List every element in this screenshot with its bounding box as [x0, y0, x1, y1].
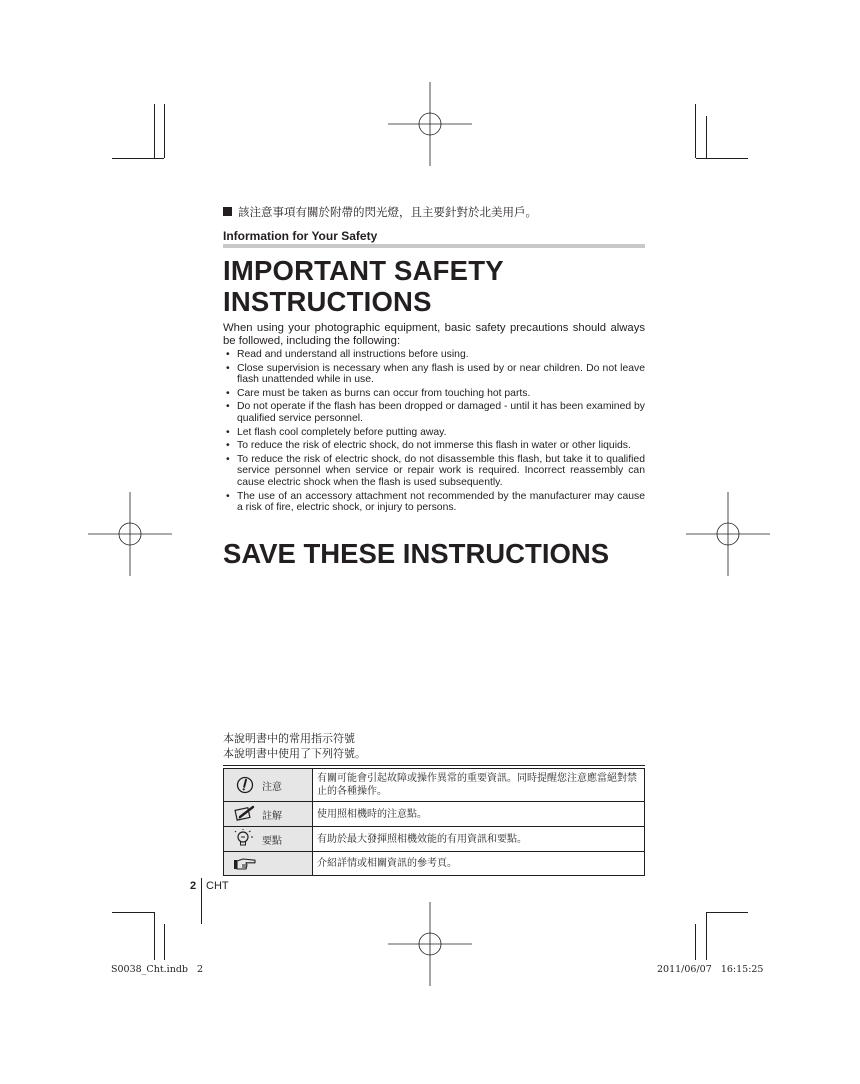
square-bullet-icon [223, 207, 232, 216]
caution-icon [232, 775, 258, 795]
table-row [224, 769, 645, 802]
registration-mark-bottom [388, 902, 472, 986]
symbol-description: 介紹詳情或相關資訊的參考頁。 [313, 852, 645, 876]
symbols-heading: 本說明書中的常用指示符號 [223, 733, 355, 745]
list-item: • Care must be taken as burns can occur from touching hot parts. [223, 388, 645, 400]
footer-timestamp: 2011/06/07 16:15:25 [657, 964, 764, 975]
page-title-line-1: IMPORTANT SAFETY [223, 255, 504, 286]
symbols-table [223, 768, 645, 876]
section-header: Information for Your Safety [223, 229, 645, 248]
symbol-label: 注意 [262, 781, 282, 793]
page-divider [201, 878, 202, 924]
footer-filename: S0038_Cht.indb 2 [111, 964, 204, 975]
note-pencil-icon [232, 804, 258, 824]
table-row [224, 852, 645, 876]
page-title-line-2: INSTRUCTIONS [223, 286, 432, 317]
page-number: 2 [190, 880, 197, 892]
registration-mark-top [388, 82, 472, 166]
table-row [224, 827, 645, 852]
symbol-label: 要點 [262, 835, 282, 847]
list-item: • Let flash cool completely before putting away. [223, 427, 645, 439]
flash-note: 該注意事項有關於附帶的閃光燈，且主要針對於北美用戶。 [223, 204, 537, 220]
list-item: • Close supervision is necessary when any flash is used by or near children. Do not leave flash unattended while in use. [223, 363, 645, 386]
symbols-subheading: 本說明書中使用了下列符號。 [223, 745, 645, 766]
list-item: • To reduce the risk of electric shock, do not immerse this flash in water or other liquids. [223, 440, 645, 452]
tip-bulb-icon [232, 829, 258, 849]
page-title [223, 255, 653, 317]
save-instructions-title: SAVE THESE INSTRUCTIONS [223, 538, 610, 569]
symbol-label: 註解 [262, 810, 282, 822]
page-language: CHT [206, 880, 229, 892]
list-item: • The use of an accessory attachment not recommended by the manufacturer may cause a risk of fire, electric shock, or injury to persons. [223, 491, 645, 514]
registration-mark-right [686, 492, 770, 576]
symbol-description: 有關可能會引起故障或操作異常的重要資訊。同時提醒您注意應當絕對禁止的各種操作。 [313, 769, 645, 802]
list-item: • Do not operate if the flash has been dropped or damaged - until it has been examined by qualified service personnel. [223, 401, 645, 424]
pointing-hand-icon [232, 854, 258, 874]
list-item: • To reduce the risk of electric shock, do not disassemble this flash, but take it to qualified service personnel when service or repair work is required. Incorrect reassembly can cause electric shock when the flash is used subsequently. [223, 454, 645, 489]
symbol-description: 使用照相機時的注意點。 [313, 802, 645, 827]
symbol-description: 有助於最大發揮照相機效能的有用資訊和要點。 [313, 827, 645, 852]
intro-paragraph: When using your photographic equipment, basic safety precautions should always be followed, including the following: [223, 322, 645, 347]
registration-mark-left [88, 492, 172, 576]
safety-list [223, 349, 645, 516]
table-row [224, 802, 645, 827]
list-item: • Read and understand all instructions before using. [223, 349, 645, 361]
